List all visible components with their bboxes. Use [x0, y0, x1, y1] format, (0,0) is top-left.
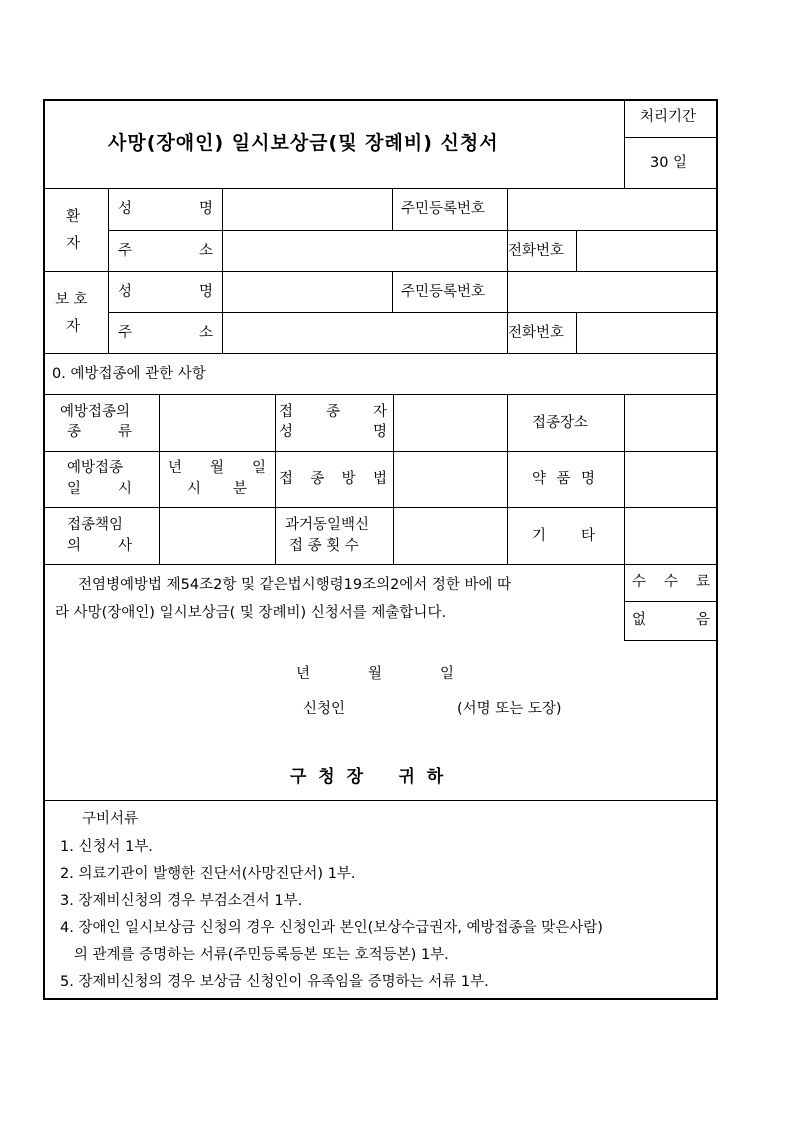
fee-label: 수 수 료 [632, 574, 710, 590]
doctor-field[interactable] [160, 508, 274, 563]
vaccine-kind-field[interactable] [160, 395, 274, 450]
patient-rrn-field[interactable] [508, 189, 717, 229]
method-field[interactable] [394, 452, 506, 506]
document-item: 2. 의료기관이 발행한 진단서(사망진단서) 1부. [60, 866, 356, 882]
past-dose-field[interactable] [394, 508, 506, 563]
guardian-address-field[interactable] [223, 313, 506, 352]
drug-label: 약 품 명 [532, 471, 595, 487]
place-label: 접종장소 [532, 415, 589, 431]
document-item: 의 관계를 증명하는 서류(주민등록등본 또는 호적등본) 1부. [60, 947, 449, 963]
document-item: 5. 장제비신청의 경우 보상금 신청인이 유족임을 증명하는 서류 1부. [60, 974, 489, 990]
vaccinator-field[interactable] [394, 395, 506, 450]
declaration-date[interactable]: 년 월 일 [296, 666, 454, 682]
guardian-section-label: 보 호 [55, 292, 88, 308]
guardian-section-label-2: 자 [66, 319, 81, 335]
place-field[interactable] [625, 395, 717, 450]
vaccination-datetime-label: 예방접종 [67, 460, 124, 476]
vaccination-datetime-label-2: 일 시 [67, 481, 132, 497]
etc-field[interactable] [625, 508, 717, 563]
guardian-phone-field[interactable] [577, 313, 717, 352]
etc-label: 기 타 [532, 528, 595, 544]
applicant-signature-field[interactable] [360, 696, 452, 720]
patient-address-label: 주 소 [118, 243, 213, 259]
vaccinator-label-2: 성 명 [279, 424, 387, 440]
signature-note: (서명 또는 도장) [457, 701, 562, 717]
patient-phone-label: 전화번호 [508, 243, 565, 259]
declaration-text: 전염병예방법 제54조2항 및 같은법시행령19조의2에서 정한 바에 따 [78, 577, 512, 593]
patient-rrn-label: 주민등록번호 [401, 201, 486, 217]
guardian-name-label: 성 명 [118, 284, 213, 300]
patient-address-field[interactable] [223, 231, 506, 270]
applicant-label: 신청인 [303, 701, 346, 717]
datetime-units: 년 월 일 [168, 460, 266, 476]
doctor-label: 접종책임 [67, 517, 124, 533]
guardian-rrn-label: 주민등록번호 [401, 284, 486, 300]
past-dose-label-2: 접 종 횟 수 [289, 538, 359, 554]
document-item: 1. 신청서 1부. [60, 839, 153, 855]
document-item: 3. 장제비신청의 경우 부검소견서 1부. [60, 893, 303, 909]
datetime-units-2: 시 분 [187, 481, 247, 497]
drug-field[interactable] [625, 452, 717, 506]
patient-phone-field[interactable] [577, 231, 717, 270]
vaccinator-label: 접 종 자 [279, 404, 387, 420]
patient-name-field[interactable] [223, 189, 391, 229]
doctor-label-2: 의 사 [67, 538, 132, 554]
vaccine-kind-label: 예방접종의 [60, 404, 131, 420]
vaccination-heading: 0. 예방접종에 관한 사항 [52, 366, 206, 382]
form-title: 사망(장애인) 일시보상금(및 장례비) 신청서 [108, 132, 499, 154]
documents-heading: 구비서류 [82, 811, 139, 827]
patient-name-label: 성 명 [118, 201, 213, 217]
fee-value: 없 음 [632, 612, 710, 628]
document-item: 4. 장애인 일시보상금 신청의 경우 신청인과 본인(보상수급권자, 예방접종을 맞은사람) [60, 920, 603, 936]
guardian-rrn-field[interactable] [508, 272, 717, 311]
guardian-name-field[interactable] [223, 272, 391, 311]
addressee: 구 청 장 귀 하 [290, 767, 444, 787]
processing-period-value: 30 일 [650, 155, 688, 171]
guardian-address-label: 주 소 [118, 325, 213, 341]
method-label: 접 종 방 법 [279, 471, 387, 487]
declaration-text-2: 라 사망(장애인) 일시보상금( 및 장례비) 신청서를 제출합니다. [55, 605, 447, 621]
patient-section-label: 환 [66, 209, 81, 225]
processing-period-label: 처리기간 [640, 109, 697, 125]
patient-section-label-2: 자 [66, 236, 81, 252]
guardian-phone-label: 전화번호 [508, 325, 565, 341]
vaccine-kind-label-2: 종 류 [67, 424, 132, 440]
past-dose-label: 과거동일백신 [285, 517, 370, 533]
